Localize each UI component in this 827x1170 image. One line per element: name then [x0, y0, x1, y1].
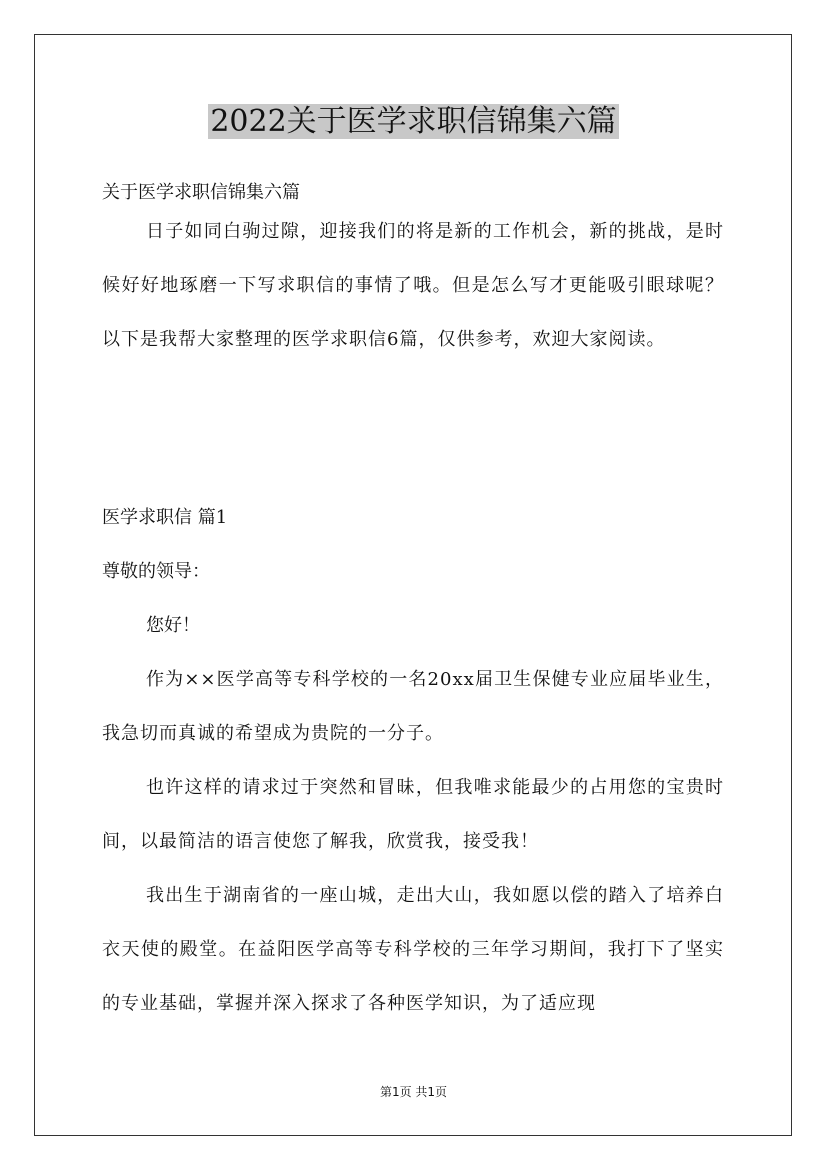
body-paragraph-1: 作为××医学高等专科学校的一名20xx届卫生保健专业应届毕业生，我急切而真诚的希望成为贵院的一分子。 — [102, 669, 724, 744]
body-paragraph-2: 也许这样的请求过于突然和冒昧，但我唯求能最少的占用您的宝贵时间，以最简洁的语言使您了解我，欣赏我，接受我！ — [102, 777, 724, 852]
intro-paragraph: 日子如同白驹过隙，迎接我们的将是新的工作机会，新的挑战，是时候好好地琢磨一下写求职信的事情了哦。但是怎么写才更能吸引眼球呢？以下是我帮大家整理的医学求职信6篇，仅供参考，欢迎大家阅读。 — [102, 221, 724, 350]
section-heading: 医学求职信 篇1 — [102, 507, 228, 528]
document-title — [0, 98, 827, 146]
page-footer: 第1页 共1页 — [379, 1085, 448, 1099]
greeting: 您好！ — [146, 615, 200, 636]
document-subtitle: 关于医学求职信锦集六篇 — [102, 182, 300, 203]
salutation: 尊敬的领导： — [102, 561, 210, 582]
document-title-text: 2022关于医学求职信锦集六篇 — [210, 104, 617, 139]
body-paragraph-3: 我出生于湖南省的一座山城，走出大山，我如愿以偿的踏入了培养白衣天使的殿堂。在益阳医学高等专科学校的三年学习期间，我打下了坚实的专业基础，掌握并深入探求了各种医学知识，为了适应现 — [102, 885, 724, 1014]
